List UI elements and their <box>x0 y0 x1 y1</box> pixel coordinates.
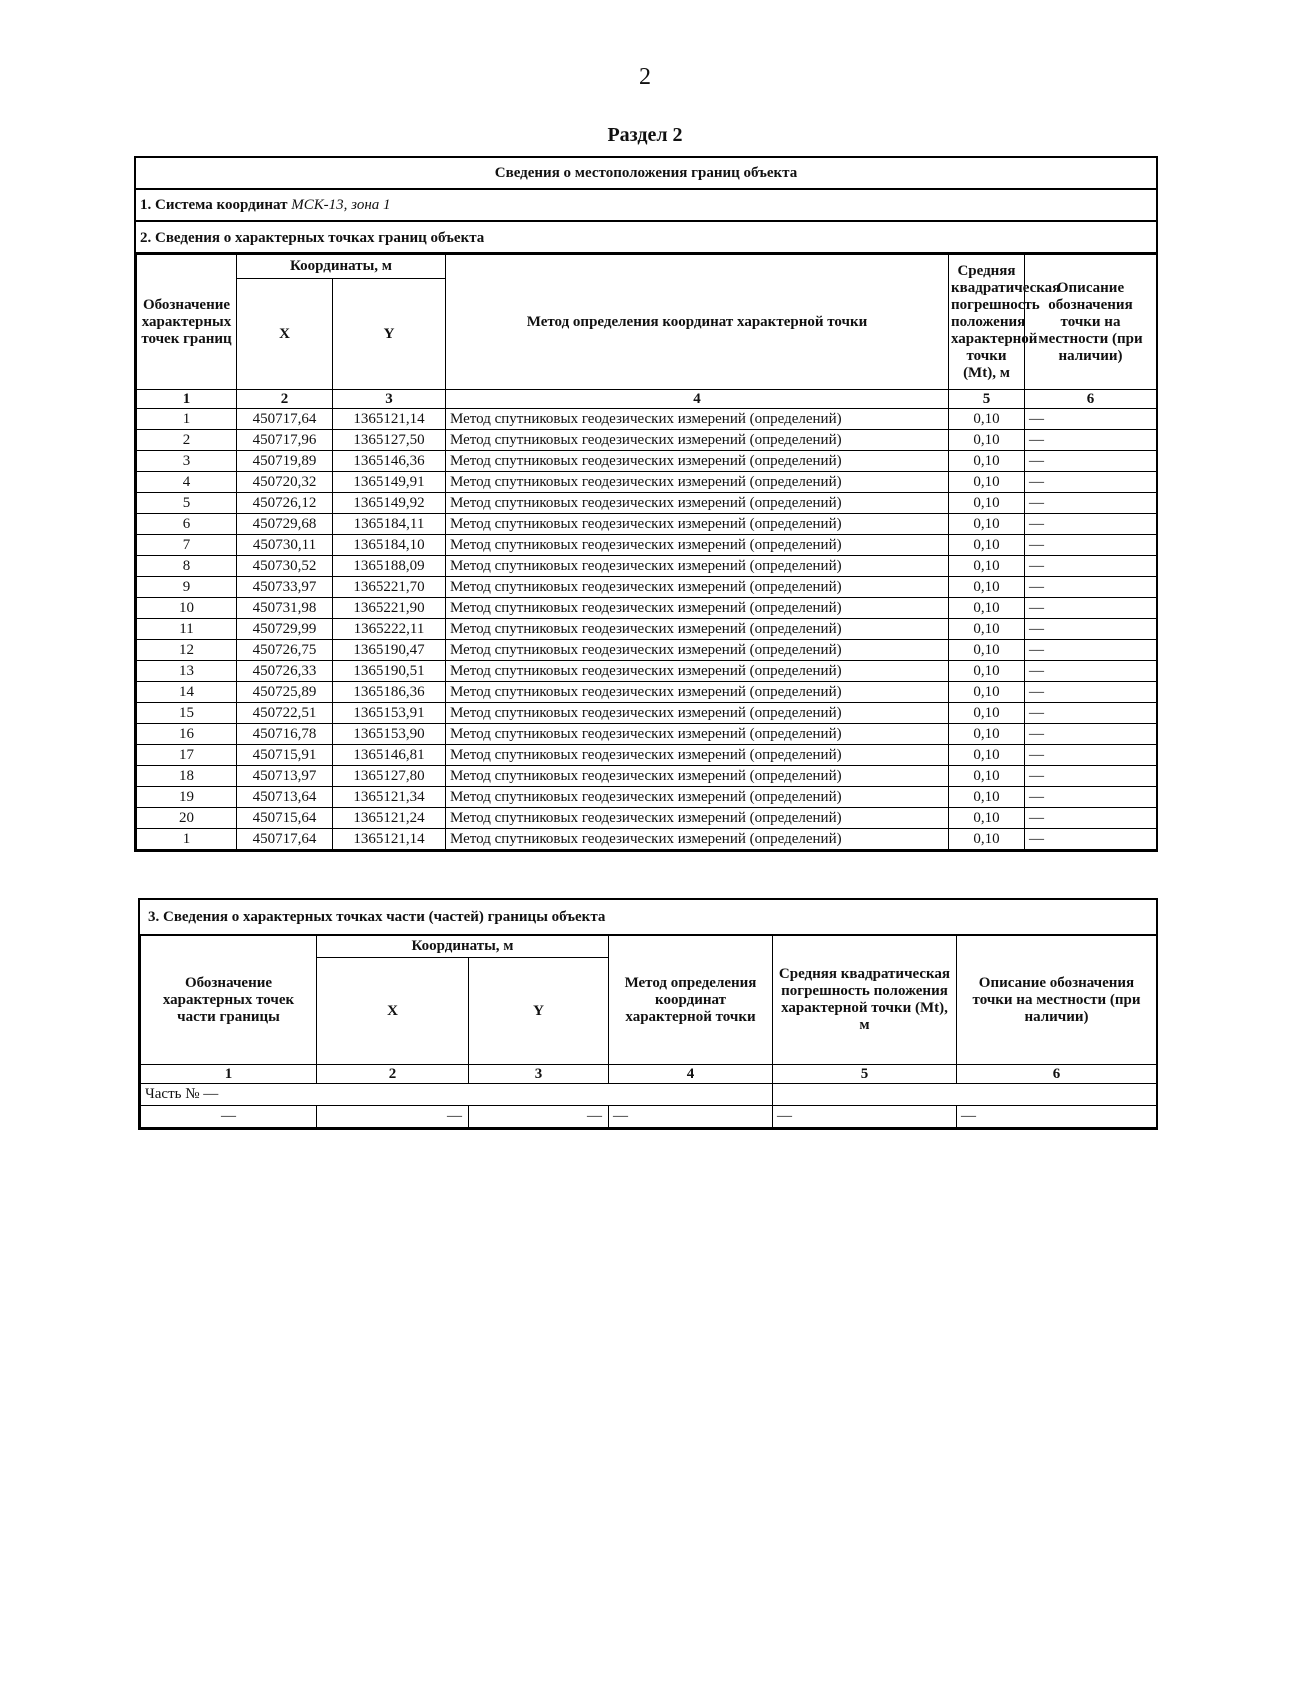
table-row <box>137 472 1157 493</box>
cell-d: — <box>1025 787 1157 808</box>
cell-y: 1365146,36 <box>333 451 446 472</box>
cell-n: 17 <box>137 745 237 766</box>
cell-x: 450730,52 <box>237 556 333 577</box>
cell-m: Метод спутниковых геодезических измерений (определений) <box>446 577 949 598</box>
cell-d: — <box>1025 661 1157 682</box>
cell-d: — <box>1025 703 1157 724</box>
cell-n: 5 <box>137 493 237 514</box>
table-row <box>137 451 1157 472</box>
table-row <box>137 703 1157 724</box>
page-number: 2 <box>639 64 651 90</box>
column-number: 6 <box>1025 390 1157 409</box>
cell-x: 450719,89 <box>237 451 333 472</box>
cell-y: 1365221,70 <box>333 577 446 598</box>
boundary-section-box <box>134 156 1158 852</box>
column-number-row <box>137 390 1157 409</box>
cell-d: — <box>1025 514 1157 535</box>
cell-x: 450713,64 <box>237 787 333 808</box>
cell-n: 13 <box>137 661 237 682</box>
cell-e: 0,10 <box>949 829 1025 850</box>
table-row <box>137 598 1157 619</box>
cell-e: 0,10 <box>949 493 1025 514</box>
cell-y: 1365121,14 <box>333 409 446 430</box>
section-title: Раздел 2 <box>607 124 683 146</box>
cell-m: Метод спутниковых геодезических измерений (определений) <box>446 598 949 619</box>
cell-e: 0,10 <box>949 640 1025 661</box>
cell-x: 450717,96 <box>237 430 333 451</box>
cell-d: — <box>1025 556 1157 577</box>
table-row <box>137 682 1157 703</box>
cell-e: 0,10 <box>949 808 1025 829</box>
cell-m: Метод спутниковых геодезических измерений (определений) <box>446 556 949 577</box>
cell-m: Метод спутниковых геодезических измерений (определений) <box>446 619 949 640</box>
table-row <box>137 493 1157 514</box>
cell-x: 450722,51 <box>237 703 333 724</box>
header-error: Средняя квадратическая погрешность положения характерной точки (Mt), м <box>949 255 1025 390</box>
column-number-row <box>141 1065 1157 1084</box>
cell-m: Метод спутниковых геодезических измерений (определений) <box>446 829 949 850</box>
column-number: 4 <box>446 390 949 409</box>
cell-e: 0,10 <box>949 577 1025 598</box>
column-number: 2 <box>237 390 333 409</box>
column-number: 4 <box>609 1065 773 1084</box>
cell-y: 1365127,50 <box>333 430 446 451</box>
table-row <box>137 430 1157 451</box>
cell-e: 0,10 <box>949 598 1025 619</box>
header-method: Метод определения координат характерной точки <box>446 255 949 390</box>
column-number: 1 <box>137 390 237 409</box>
cell-n: 8 <box>137 556 237 577</box>
table-row <box>137 409 1157 430</box>
table-row <box>137 661 1157 682</box>
cell-e: 0,10 <box>949 682 1025 703</box>
table-row <box>137 577 1157 598</box>
section3-title: 3. Сведения о характерных точках части (частей) границы объекта <box>140 900 1156 935</box>
cell-m: Метод спутниковых геодезических измерений (определений) <box>446 766 949 787</box>
cell-d: — <box>1025 535 1157 556</box>
coordinate-system-label: 1. Система координат <box>140 197 288 213</box>
cell-y: 1365186,36 <box>333 682 446 703</box>
cell-x: 450729,68 <box>237 514 333 535</box>
cell-d: — <box>1025 472 1157 493</box>
cell-d: — <box>1025 745 1157 766</box>
cell-d: — <box>1025 640 1157 661</box>
cell-n: 2 <box>137 430 237 451</box>
empty-row <box>141 1106 1157 1128</box>
cell-x: 450713,97 <box>237 766 333 787</box>
cell-e: 0,10 <box>949 472 1025 493</box>
empty-cell: — <box>609 1106 773 1128</box>
cell-d: — <box>1025 577 1157 598</box>
coordinate-system <box>136 190 1156 222</box>
column-number: 5 <box>949 390 1025 409</box>
cell-n: 4 <box>137 472 237 493</box>
cell-y: 1365121,34 <box>333 787 446 808</box>
cell-n: 10 <box>137 598 237 619</box>
table-row <box>137 808 1157 829</box>
header-coords: Координаты, м <box>237 255 446 279</box>
cell-d: — <box>1025 493 1157 514</box>
table-row <box>137 640 1157 661</box>
cell-e: 0,10 <box>949 556 1025 577</box>
cell-y: 1365190,51 <box>333 661 446 682</box>
cell-x: 450731,98 <box>237 598 333 619</box>
cell-m: Метод спутниковых геодезических измерений (определений) <box>446 472 949 493</box>
column-number: 1 <box>141 1065 317 1084</box>
cell-d: — <box>1025 766 1157 787</box>
cell-m: Метод спутниковых геодезических измерений (определений) <box>446 808 949 829</box>
table-row <box>137 619 1157 640</box>
cell-e: 0,10 <box>949 787 1025 808</box>
part-label: Часть № — <box>141 1084 773 1106</box>
cell-y: 1365221,90 <box>333 598 446 619</box>
cell-n: 19 <box>137 787 237 808</box>
part-row <box>141 1084 1157 1106</box>
cell-e: 0,10 <box>949 451 1025 472</box>
cell-m: Метод спутниковых геодезических измерений (определений) <box>446 661 949 682</box>
cell-y: 1365149,91 <box>333 472 446 493</box>
part-boundary-section-box <box>138 898 1158 1130</box>
coordinate-system-value: МСК-13, зона 1 <box>291 197 391 213</box>
cell-y: 1365184,11 <box>333 514 446 535</box>
cell-x: 450730,11 <box>237 535 333 556</box>
header-x: X <box>237 279 333 390</box>
cell-x: 450720,32 <box>237 472 333 493</box>
cell-y: 1365190,47 <box>333 640 446 661</box>
cell-m: Метод спутниковых геодезических измерений (определений) <box>446 640 949 661</box>
column-number: 2 <box>317 1065 469 1084</box>
column-number: 3 <box>333 390 446 409</box>
cell-m: Метод спутниковых геодезических измерений (определений) <box>446 682 949 703</box>
cell-m: Метод спутниковых геодезических измерений (определений) <box>446 703 949 724</box>
box-title: Сведения о местоположения границ объекта <box>136 158 1156 190</box>
header-coords: Координаты, м <box>317 936 609 958</box>
cell-y: 1365121,14 <box>333 829 446 850</box>
cell-n: 14 <box>137 682 237 703</box>
cell-m: Метод спутниковых геодезических измерений (определений) <box>446 430 949 451</box>
cell-x: 450729,99 <box>237 619 333 640</box>
cell-x: 450716,78 <box>237 724 333 745</box>
empty-cell: — <box>773 1106 957 1128</box>
table-row <box>137 829 1157 850</box>
cell-x: 450717,64 <box>237 829 333 850</box>
cell-e: 0,10 <box>949 724 1025 745</box>
cell-y: 1365121,24 <box>333 808 446 829</box>
table-row <box>137 745 1157 766</box>
cell-x: 450733,97 <box>237 577 333 598</box>
cell-m: Метод спутниковых геодезических измерений (определений) <box>446 493 949 514</box>
table-row <box>137 724 1157 745</box>
cell-d: — <box>1025 808 1157 829</box>
cell-e: 0,10 <box>949 619 1025 640</box>
cell-n: 9 <box>137 577 237 598</box>
cell-m: Метод спутниковых геодезических измерений (определений) <box>446 409 949 430</box>
cell-x: 450726,75 <box>237 640 333 661</box>
column-number: 3 <box>469 1065 609 1084</box>
column-number: 5 <box>773 1065 957 1084</box>
cell-d: — <box>1025 409 1157 430</box>
cell-y: 1365153,90 <box>333 724 446 745</box>
cell-n: 3 <box>137 451 237 472</box>
cell-x: 450726,33 <box>237 661 333 682</box>
column-number: 6 <box>957 1065 1157 1084</box>
cell-e: 0,10 <box>949 745 1025 766</box>
cell-m: Метод спутниковых геодезических измерений (определений) <box>446 724 949 745</box>
cell-m: Метод спутниковых геодезических измерений (определений) <box>446 535 949 556</box>
cell-n: 6 <box>137 514 237 535</box>
cell-x: 450717,64 <box>237 409 333 430</box>
cell-n: 11 <box>137 619 237 640</box>
empty-cell: — <box>957 1106 1157 1128</box>
cell-e: 0,10 <box>949 703 1025 724</box>
cell-n: 1 <box>137 409 237 430</box>
cell-d: — <box>1025 451 1157 472</box>
cell-n: 7 <box>137 535 237 556</box>
cell-e: 0,10 <box>949 514 1025 535</box>
cell-e: 0,10 <box>949 409 1025 430</box>
boundary-points-table <box>136 254 1157 850</box>
cell-y: 1365149,92 <box>333 493 446 514</box>
cell-y: 1365222,11 <box>333 619 446 640</box>
header-point: Обозначение характерных точек границ <box>137 255 237 390</box>
empty-cell: — <box>469 1106 609 1128</box>
cell-x: 450725,89 <box>237 682 333 703</box>
cell-d: — <box>1025 724 1157 745</box>
section2-title: 2. Сведения о характерных точках границ объекта <box>136 222 1156 254</box>
cell-x: 450715,64 <box>237 808 333 829</box>
cell-d: — <box>1025 430 1157 451</box>
cell-e: 0,10 <box>949 766 1025 787</box>
table-row <box>137 766 1157 787</box>
cell-x: 450715,91 <box>237 745 333 766</box>
cell-y: 1365127,80 <box>333 766 446 787</box>
header-error: Средняя квадратическая погрешность положения характерной точки (Mt), м <box>773 936 957 1065</box>
header-x: X <box>317 958 469 1065</box>
cell-m: Метод спутниковых геодезических измерений (определений) <box>446 451 949 472</box>
table-row <box>137 556 1157 577</box>
header-point: Обозначение характерных точек части границы <box>141 936 317 1065</box>
empty-cell: — <box>317 1106 469 1128</box>
part-empty-cell <box>773 1084 1157 1106</box>
cell-n: 20 <box>137 808 237 829</box>
cell-m: Метод спутниковых геодезических измерений (определений) <box>446 514 949 535</box>
cell-d: — <box>1025 619 1157 640</box>
cell-e: 0,10 <box>949 535 1025 556</box>
cell-e: 0,10 <box>949 661 1025 682</box>
cell-d: — <box>1025 682 1157 703</box>
cell-n: 18 <box>137 766 237 787</box>
cell-m: Метод спутниковых геодезических измерений (определений) <box>446 745 949 766</box>
header-y: Y <box>469 958 609 1065</box>
part-boundary-points-table <box>140 935 1157 1128</box>
table-row <box>137 514 1157 535</box>
cell-e: 0,10 <box>949 430 1025 451</box>
cell-y: 1365184,10 <box>333 535 446 556</box>
cell-n: 12 <box>137 640 237 661</box>
header-y: Y <box>333 279 446 390</box>
header-method: Метод определения координат характерной точки <box>609 936 773 1065</box>
cell-y: 1365188,09 <box>333 556 446 577</box>
empty-cell: — <box>141 1106 317 1128</box>
cell-n: 1 <box>137 829 237 850</box>
header-description: Описание обозначения точки на местности (при наличии) <box>957 936 1157 1065</box>
cell-d: — <box>1025 598 1157 619</box>
cell-n: 16 <box>137 724 237 745</box>
cell-m: Метод спутниковых геодезических измерений (определений) <box>446 787 949 808</box>
table-row <box>137 535 1157 556</box>
cell-n: 15 <box>137 703 237 724</box>
cell-x: 450726,12 <box>237 493 333 514</box>
cell-d: — <box>1025 829 1157 850</box>
cell-y: 1365153,91 <box>333 703 446 724</box>
header-description: Описание обозначения точки на местности (при наличии) <box>1025 255 1157 390</box>
table-row <box>137 787 1157 808</box>
cell-y: 1365146,81 <box>333 745 446 766</box>
